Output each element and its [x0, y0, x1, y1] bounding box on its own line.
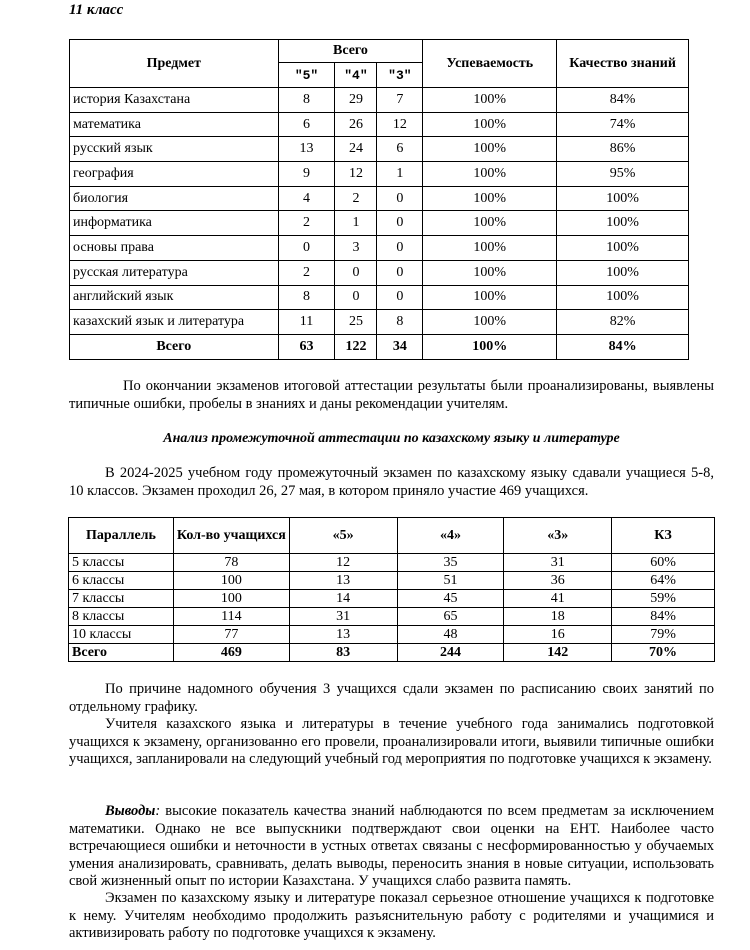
cell-g4: 25: [335, 310, 377, 335]
cell-success: 100%: [423, 112, 557, 137]
cell-g4: 0: [335, 285, 377, 310]
cell-g4: 51: [397, 572, 504, 590]
cell-count: 78: [173, 554, 289, 572]
cell-total-g5: 63: [278, 334, 335, 359]
cell-g4: 29: [335, 88, 377, 113]
cell-g3: 6: [377, 137, 423, 162]
cell-g5: 9: [278, 162, 335, 187]
cell-g4: 26: [335, 112, 377, 137]
cell-g3: 1: [377, 162, 423, 187]
conclusions-label: Выводы: [105, 803, 156, 819]
cell-success: 100%: [423, 310, 557, 335]
cell-total-kz: 70%: [612, 644, 715, 662]
header-grade4: "4": [335, 63, 377, 88]
table-row: [69, 590, 715, 608]
cell-g5: 2: [278, 211, 335, 236]
cell-kz: 84%: [612, 608, 715, 626]
cell-quality: 74%: [557, 112, 689, 137]
cell-subject: русская литература: [70, 260, 279, 285]
header-grade3: «3»: [504, 518, 612, 554]
conclusions-colon: :: [155, 803, 161, 819]
cell-g3: 8: [377, 310, 423, 335]
cell-count: 114: [173, 608, 289, 626]
cell-quality: 100%: [557, 211, 689, 236]
cell-subject: русский язык: [70, 137, 279, 162]
cell-total-count: 469: [173, 644, 289, 662]
cell-g4: 48: [397, 626, 504, 644]
cell-total-g3: 34: [377, 334, 423, 359]
table-total-row: [69, 644, 715, 662]
cell-g3: 0: [377, 260, 423, 285]
cell-total-label: Всего: [69, 644, 174, 662]
cell-g3: 0: [377, 236, 423, 261]
cell-total-g3: 142: [504, 644, 612, 662]
paragraph-intermediate-exam: В 2024-2025 учебном году промежуточный экзамен по казахскому языку сдавали учащиеся 5-8, 10 классов. Экзамен проходил 26, 27 мая, в котором приняло участие 469 учащихся.: [69, 465, 714, 499]
cell-g5: 6: [278, 112, 335, 137]
cell-quality: 100%: [557, 236, 689, 261]
cell-subject: английский язык: [70, 285, 279, 310]
cell-count: 100: [173, 590, 289, 608]
cell-g3: 7: [377, 88, 423, 113]
cell-g5: 12: [289, 554, 397, 572]
header-subject: Предмет: [70, 40, 279, 88]
cell-success: 100%: [423, 260, 557, 285]
table-row: [70, 211, 689, 236]
cell-count: 100: [173, 572, 289, 590]
cell-g5: 8: [278, 88, 335, 113]
cell-g5: 8: [278, 285, 335, 310]
cell-total-success: 100%: [423, 334, 557, 359]
cell-g3: 12: [377, 112, 423, 137]
cell-g5: 13: [289, 626, 397, 644]
cell-total-g5: 83: [289, 644, 397, 662]
paragraph-exam-attitude: Экзамен по казахскому языку и литературе показал серьезное отношение учащихся к подготовке к нему. Учителям необходимо продолжить разъяснительную работу с родителями и учащимися и активизировать работу по подготовке учащихся к экзамену.: [69, 890, 714, 941]
cell-g3: 16: [504, 626, 612, 644]
cell-g4: 1: [335, 211, 377, 236]
table-total-row: [70, 334, 689, 359]
cell-count: 77: [173, 626, 289, 644]
cell-g5: 0: [278, 236, 335, 261]
table-row: [70, 236, 689, 261]
header-success-rate: Успеваемость: [423, 40, 557, 88]
table-row: [69, 626, 715, 644]
cell-g3: 0: [377, 186, 423, 211]
conclusions-text: высокие показатель качества знаний наблюдаются по всем предметам за исключением математики. Однако не все выпускники подтверждают свои оценки на ЕНТ. Наиболее часто встречающиеся ошибки и неточности в устных ответах связаны с несформированностью у обучаемых умения анализировать, сравнивать, делать выводы, переносить знания в новые ситуации, использовать свой жизненный опыт по истории Казахстана. У учащихся слабо развита память.: [69, 803, 714, 889]
cell-g5: 13: [289, 572, 397, 590]
cell-subject: информатика: [70, 211, 279, 236]
table-row: [70, 186, 689, 211]
cell-subject: история Казахстана: [70, 88, 279, 113]
cell-success: 100%: [423, 186, 557, 211]
cell-total-g4: 122: [335, 334, 377, 359]
header-kz: КЗ: [612, 518, 715, 554]
cell-g5: 31: [289, 608, 397, 626]
cell-g3: 0: [377, 285, 423, 310]
paragraph-teachers-preparation: Учителя казахского языка и литературы в течение учебного года занимались подготовкой учащихся к экзамену, организованно его провели, проанализировали итоги, выявили типичные ошибки учащихся, запланировали на следующий учебный год мероприятия по подготовке учащихся к экзамену.: [69, 716, 714, 767]
cell-g3: 0: [377, 211, 423, 236]
cell-g4: 0: [335, 260, 377, 285]
cell-g5: 13: [278, 137, 335, 162]
table-row: [70, 285, 689, 310]
header-grade5: "5": [278, 63, 335, 88]
header-quality: Качество знаний: [557, 40, 689, 88]
cell-parallel: 7 классы: [69, 590, 174, 608]
cell-quality: 86%: [557, 137, 689, 162]
cell-quality: 84%: [557, 88, 689, 113]
table-row: [70, 310, 689, 335]
header-grade3: "3": [377, 63, 423, 88]
cell-quality: 82%: [557, 310, 689, 335]
header-count: Кол-во учащихся: [173, 518, 289, 554]
cell-g4: 45: [397, 590, 504, 608]
cell-quality: 100%: [557, 285, 689, 310]
paragraph-exam-analysis: По окончании экзаменов итоговой аттестации результаты были проанализированы, выявлены типичные ошибки, пробелы в знаниях и даны рекомендации учителям.: [69, 378, 714, 412]
cell-parallel: 10 классы: [69, 626, 174, 644]
cell-success: 100%: [423, 211, 557, 236]
table-row: [69, 554, 715, 572]
cell-total-label: Всего: [70, 334, 279, 359]
cell-g4: 2: [335, 186, 377, 211]
cell-g3: 31: [504, 554, 612, 572]
table-row: [69, 572, 715, 590]
class-heading: 11 класс: [69, 2, 124, 18]
cell-g4: 12: [335, 162, 377, 187]
cell-parallel: 6 классы: [69, 572, 174, 590]
cell-success: 100%: [423, 162, 557, 187]
cell-subject: математика: [70, 112, 279, 137]
cell-g4: 65: [397, 608, 504, 626]
paragraph-home-schooling: По причине надомного обучения 3 учащихся сдали экзамен по расписанию своих занятий по отдельному графику.: [69, 681, 714, 715]
header-parallel: Параллель: [69, 518, 174, 554]
cell-success: 100%: [423, 88, 557, 113]
cell-success: 100%: [423, 285, 557, 310]
table-row: [70, 112, 689, 137]
cell-subject: биология: [70, 186, 279, 211]
cell-g4: 24: [335, 137, 377, 162]
cell-kz: 60%: [612, 554, 715, 572]
header-total-group: Всего: [278, 40, 423, 63]
table-row: [70, 88, 689, 113]
kazakh-language-results-table: [68, 517, 715, 662]
table-row: [69, 608, 715, 626]
cell-total-g4: 244: [397, 644, 504, 662]
cell-subject: казахский язык и литература: [70, 310, 279, 335]
section-title: Анализ промежуточной аттестации по казахскому языку и литературе: [163, 431, 620, 446]
cell-g4: 35: [397, 554, 504, 572]
paragraph-conclusions: [69, 803, 714, 891]
cell-kz: 79%: [612, 626, 715, 644]
table-row: [70, 162, 689, 187]
cell-subject: география: [70, 162, 279, 187]
header-grade4: «4»: [397, 518, 504, 554]
cell-quality: 95%: [557, 162, 689, 187]
cell-success: 100%: [423, 236, 557, 261]
cell-g4: 3: [335, 236, 377, 261]
cell-g5: 14: [289, 590, 397, 608]
cell-kz: 59%: [612, 590, 715, 608]
cell-g3: 18: [504, 608, 612, 626]
cell-subject: основы права: [70, 236, 279, 261]
grade11-results-table: [69, 39, 689, 360]
cell-success: 100%: [423, 137, 557, 162]
cell-parallel: 5 классы: [69, 554, 174, 572]
cell-kz: 64%: [612, 572, 715, 590]
cell-g5: 4: [278, 186, 335, 211]
cell-g5: 2: [278, 260, 335, 285]
cell-quality: 100%: [557, 260, 689, 285]
cell-total-quality: 84%: [557, 334, 689, 359]
cell-quality: 100%: [557, 186, 689, 211]
cell-parallel: 8 классы: [69, 608, 174, 626]
header-grade5: «5»: [289, 518, 397, 554]
cell-g3: 41: [504, 590, 612, 608]
table-row: [70, 137, 689, 162]
table-row: [70, 260, 689, 285]
cell-g3: 36: [504, 572, 612, 590]
cell-g5: 11: [278, 310, 335, 335]
